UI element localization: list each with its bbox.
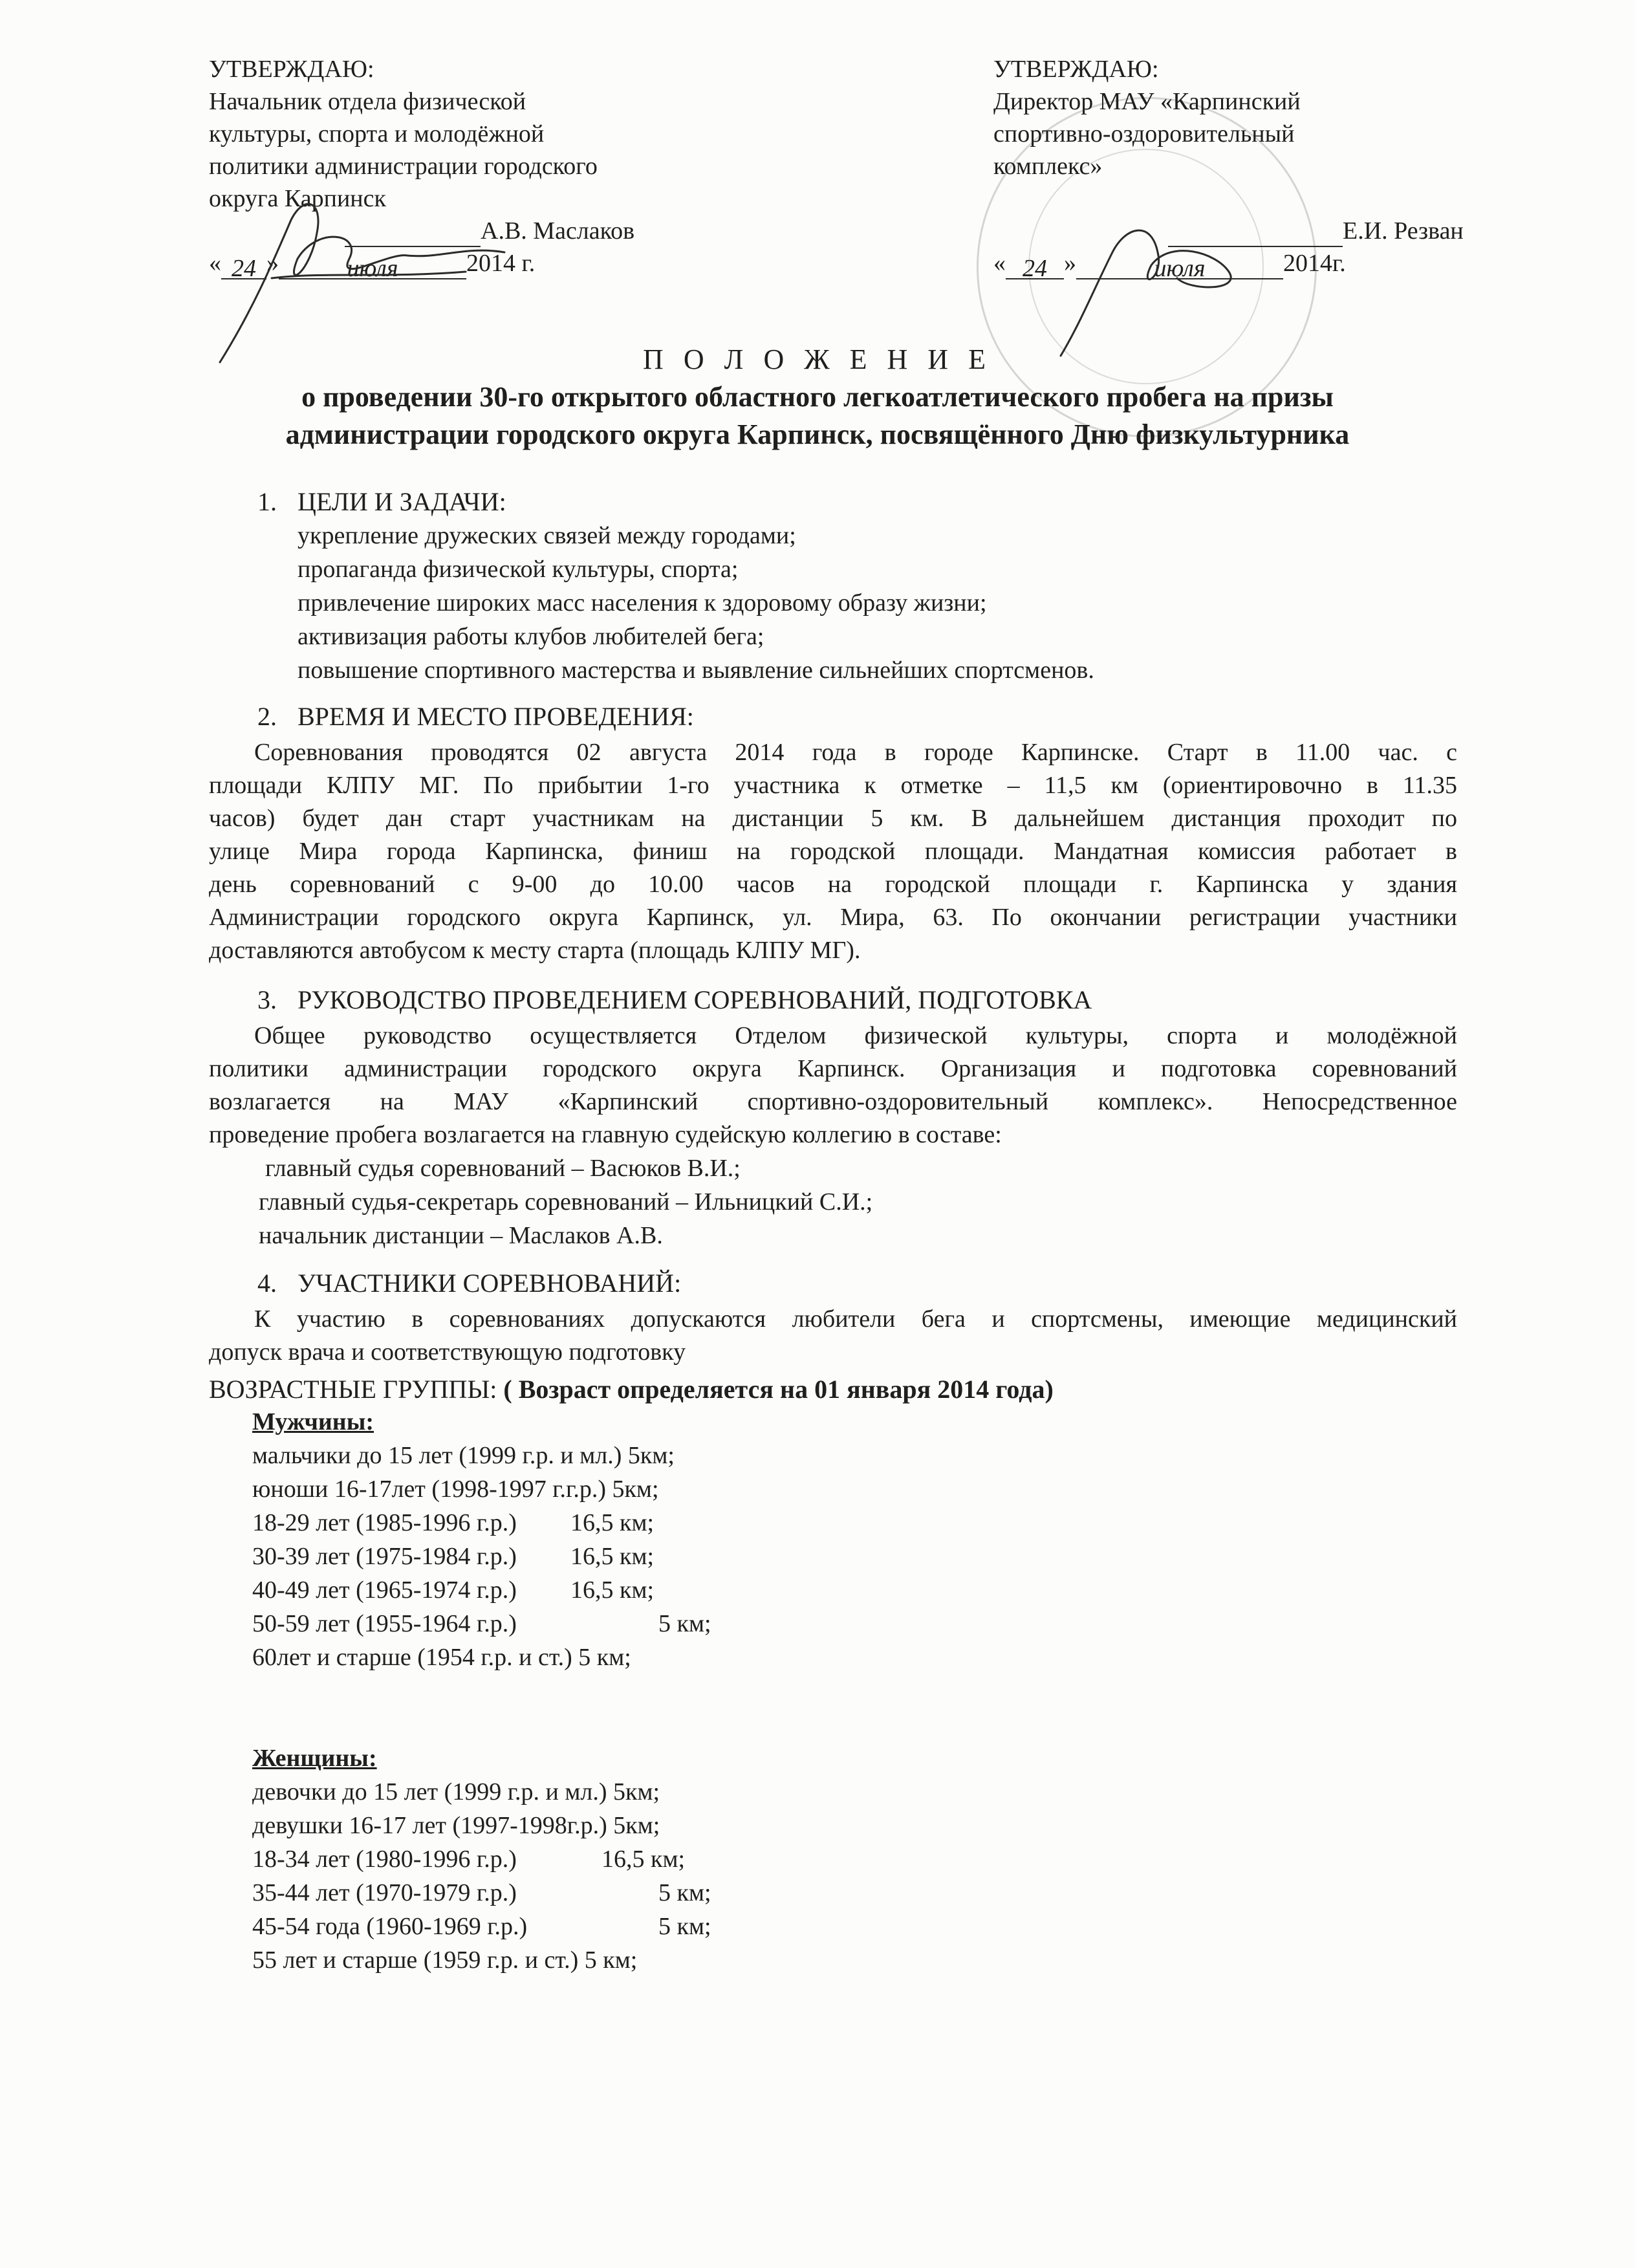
paragraph-line: улице Мира города Карпинска, финиш на городской площади. Мандатная комиссия работает в xyxy=(209,838,1457,865)
approval-left-day: 24 xyxy=(221,252,266,279)
men-group-distance: 16,5 км; xyxy=(570,1509,655,1536)
paragraph-line: площади КЛПУ МГ. По прибытии 1-го участника к отметке – 11,5 км (ориентировочно в 11.35 xyxy=(209,772,1457,799)
approval-left-line: культуры, спорта и молодёжной xyxy=(209,120,545,147)
women-group-row: 18-34 лет (1980-1996 г.р.) xyxy=(252,1846,517,1873)
date-quote: « xyxy=(993,250,1006,277)
section-title: УЧАСТНИКИ СОРЕВНОВАНИЙ: xyxy=(298,1269,682,1298)
section-number: 4. xyxy=(257,1269,277,1298)
paragraph-line: день соревнований с 9-00 до 10.00 часов на городской площади г. Карпинска у здания xyxy=(209,871,1457,898)
women-group-distance: 5 км; xyxy=(658,1879,711,1906)
date-quote: » xyxy=(266,250,279,277)
document-title: П О Л О Ж Е Н И Е xyxy=(643,343,992,375)
approval-left-month: июля xyxy=(279,252,466,279)
list-item: повышение спортивного мастерства и выявление сильнейших спортсменов. xyxy=(298,657,1094,684)
approval-right-signer: Е.И. Резван xyxy=(1343,217,1464,245)
section-title: РУКОВОДСТВО ПРОВЕДЕНИЕМ СОРЕВНОВАНИЙ, ПОДГОТОВКА xyxy=(298,985,1092,1014)
document-subtitle-line1: о проведении 30-го открытого областного легкоатлетического пробега на призы xyxy=(301,381,1334,413)
section-2-body xyxy=(209,736,1457,967)
list-item: укрепление дружеских связей между городами; xyxy=(298,522,796,549)
women-group-row: 45-54 года (1960-1969 г.р.) xyxy=(252,1913,528,1940)
women-heading: Женщины: xyxy=(252,1745,377,1772)
approval-left-line: политики администрации городского xyxy=(209,153,598,180)
paragraph-line: Администрации городского округа Карпинск, ул. Мира, 63. По окончании регистрации участники xyxy=(209,904,1457,931)
men-group-row: 40-49 лет (1965-1974 г.р.) xyxy=(252,1576,517,1604)
approval-right-heading: УТВЕРЖДАЮ: xyxy=(993,56,1159,83)
women-group-row: 35-44 лет (1970-1979 г.р.) xyxy=(252,1879,517,1906)
section-title: ВРЕМЯ И МЕСТО ПРОВЕДЕНИЯ: xyxy=(298,702,694,731)
approval-left-heading: УТВЕРЖДАЮ: xyxy=(209,56,374,83)
men-group-distance: 16,5 км; xyxy=(570,1543,655,1570)
approval-right-month: июля xyxy=(1076,252,1283,279)
approval-left-line: округа Карпинск xyxy=(209,185,386,212)
women-group-distance: 5 км; xyxy=(658,1913,711,1940)
section-number: 2. xyxy=(257,702,277,731)
paragraph-line: К участию в соревнованиях допускаются любители бега и спортсмены, имеющие медицинский xyxy=(254,1305,1457,1333)
men-heading: Мужчины: xyxy=(252,1408,374,1435)
approval-right-year: 2014г. xyxy=(1283,250,1346,277)
section-4-body xyxy=(209,1303,1457,1369)
section-3-heading xyxy=(257,985,1092,1015)
approval-right-line: комплекс» xyxy=(993,153,1103,180)
approval-left-line: Начальник отдела физической xyxy=(209,88,526,115)
women-group-distance: 16,5 км; xyxy=(601,1846,686,1873)
judge-item: главный судья-секретарь соревнований – Ильницкий С.И.; xyxy=(259,1188,873,1216)
age-groups-label: ВОЗРАСТНЫЕ ГРУППЫ: xyxy=(209,1375,497,1404)
paragraph-line: проведение пробега возлагается на главную судейскую коллегию в составе: xyxy=(209,1121,1002,1148)
list-item: активизация работы клубов любителей бега; xyxy=(298,623,764,650)
date-quote: « xyxy=(209,250,221,277)
men-group-distance: 5 км; xyxy=(658,1610,711,1637)
approval-right-line: спортивно-оздоровительный xyxy=(993,120,1295,147)
section-2-heading xyxy=(257,701,694,732)
paragraph-line: возлагается на МАУ «Карпинский спортивно-оздоровительный комплекс». Непосредственное xyxy=(209,1088,1457,1115)
women-group-row: 55 лет и старше (1959 г.р. и ст.) 5 км; xyxy=(252,1946,638,1974)
list-item: привлечение широких масс населения к здоровому образу жизни; xyxy=(298,589,987,616)
paragraph-line: часов) будет дан старт участникам на дистанции 5 км. В дальнейшем дистанция проходит по xyxy=(209,805,1457,832)
men-group-row: 18-29 лет (1985-1996 г.р.) xyxy=(252,1509,517,1536)
paragraph-line: допуск врача и соответствующую подготовку xyxy=(209,1338,686,1366)
paragraph-line: Соревнования проводятся 02 августа 2014 года в городе Карпинске. Старт в 11.00 час. с xyxy=(254,739,1457,766)
age-groups-note: ( Возраст определяется на 01 января 2014 года) xyxy=(503,1375,1054,1404)
age-groups-heading xyxy=(209,1374,1054,1404)
men-group-row: 60лет и старше (1954 г.р. и ст.) 5 км; xyxy=(252,1644,631,1671)
approval-right-day: 24 xyxy=(1006,252,1064,279)
date-quote: » xyxy=(1064,250,1076,277)
paragraph-line: доставляются автобусом к месту старта (площадь КЛПУ МГ). xyxy=(209,937,861,964)
section-4-heading xyxy=(257,1268,681,1298)
section-number: 1. xyxy=(257,487,277,516)
men-group-distance: 16,5 км; xyxy=(570,1576,655,1604)
judge-item: главный судья соревнований – Васюков В.И.; xyxy=(265,1155,741,1182)
section-title: ЦЕЛИ И ЗАДАЧИ: xyxy=(298,487,506,516)
men-group-row: 30-39 лет (1975-1984 г.р.) xyxy=(252,1543,517,1570)
section-number: 3. xyxy=(257,985,277,1014)
men-group-row: юноши 16-17лет (1998-1997 г.г.р.) 5км; xyxy=(252,1476,659,1503)
approval-right-line: Директор МАУ «Карпинский xyxy=(993,88,1301,115)
judge-item: начальник дистанции – Маслаков А.В. xyxy=(259,1222,663,1249)
men-group-row: 50-59 лет (1955-1964 г.р.) xyxy=(252,1610,517,1637)
approval-left-year: 2014 г. xyxy=(466,250,536,277)
men-group-row: мальчики до 15 лет (1999 г.р. и мл.) 5км; xyxy=(252,1442,675,1469)
women-group-row: девушки 16-17 лет (1997-1998г.р.) 5км; xyxy=(252,1812,660,1839)
approval-left-signer: А.В. Маслаков xyxy=(481,217,635,245)
women-group-row: девочки до 15 лет (1999 г.р. и мл.) 5км; xyxy=(252,1778,660,1805)
section-3-body xyxy=(209,1020,1457,1151)
section-1-heading xyxy=(257,486,506,517)
paragraph-line: политики администрации городского округа Карпинск. Организация и подготовка соревнований xyxy=(209,1055,1457,1082)
document-subtitle-line2: администрации городского округа Карпинск, посвящённого Дню физкультурника xyxy=(285,419,1350,450)
paragraph-line: Общее руководство осуществляется Отделом физической культуры, спорта и молодёжной xyxy=(254,1022,1457,1049)
list-item: пропаганда физической культуры, спорта; xyxy=(298,556,739,583)
